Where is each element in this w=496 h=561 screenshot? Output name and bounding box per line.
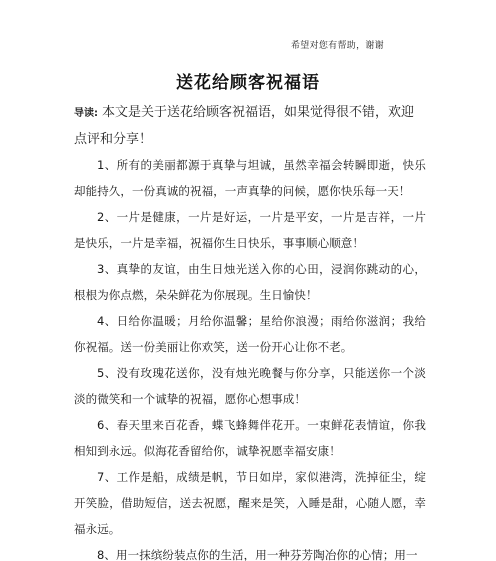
page-title: 送花给顾客祝福语 (176, 73, 320, 93)
blessing-list (74, 152, 426, 561)
blessing-paragraph-3: 3、真挚的友谊，由生日烛光送入你的心田，浸润你跳动的心，根根为你点燃，朵朵鲜花为你展现。生日愉快！ (74, 262, 426, 302)
blessing-paragraph-8: 8、用一抹缤纷装点你的生活，用一种芬芳陶冶你的心情；用一 (97, 548, 418, 561)
blessing-paragraph-7: 7、工作是船，成绩是帆，节日如岸，家似港湾，洗掉征尘，绽开笑脸，借助短信，送去祝愿，醒来是笑，入睡是甜，心随人愿，幸福永远。 (74, 470, 426, 536)
blessing-paragraph-2: 2、一片是健康，一片是好运，一片是平安，一片是吉祥，一片是快乐，一片是幸福，祝福你生日快乐，事事顺心顺意！ (74, 210, 426, 250)
header-note: 希望对您有帮助，谢谢 (290, 41, 384, 51)
blessing-paragraph-6: 6、春天里来百花香，蝶飞蜂舞伴花开。一束鲜花表情谊，你我相知到永远。似海花香留给你，诚挚祝愿幸福安康！ (74, 418, 426, 458)
blessing-paragraph-1: 1、所有的美丽都源于真挚与坦诚，虽然幸福会转瞬即逝，快乐却能持久，一份真诚的祝福，一声真挚的问候，愿你快乐每一天！ (74, 158, 426, 198)
intro-label: 导读: (74, 108, 98, 119)
intro-text: 本文是关于送花给顾客祝福语，如果觉得很不错，欢迎点评和分享！ (74, 105, 415, 147)
blessing-paragraph-4: 4、日给你温暖；月给你温馨；星给你浪漫；雨给你滋润；我给你祝福。送一份美丽让你欢笑，送一份开心让你不老。 (74, 314, 426, 354)
intro-paragraph (74, 100, 426, 153)
blessing-paragraph-5: 5、没有玫瑰花送你，没有烛光晚餐与你分享，只能送你一个淡淡的微笑和一个诚挚的祝福，愿你心想事成！ (74, 366, 426, 406)
